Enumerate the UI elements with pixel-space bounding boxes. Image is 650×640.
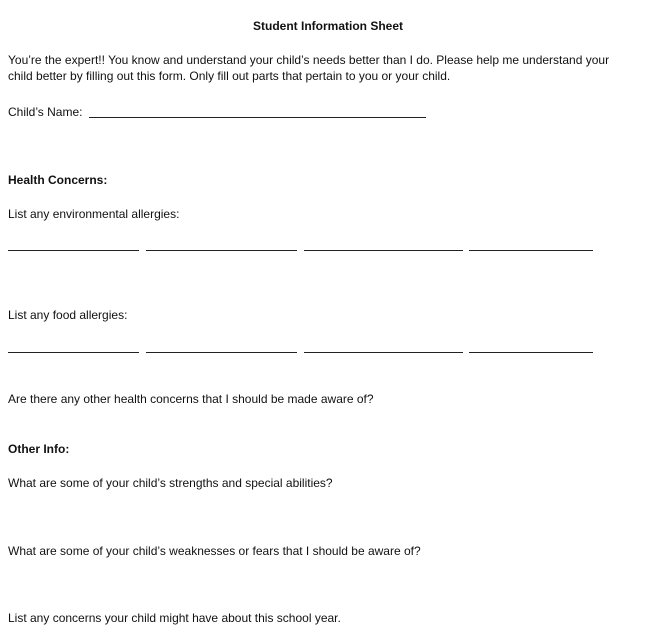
environmental-allergy-field-3[interactable]	[304, 250, 463, 251]
intro-line-1: You’re the expert!! You know and understand your child’s needs better than I do. Please help me understand your	[8, 53, 610, 67]
childs-name-label: Child’s Name:	[8, 105, 83, 119]
health-concerns-heading: Health Concerns:	[8, 173, 108, 187]
weaknesses-prompt: What are some of your child’s weaknesses or fears that I should be aware of?	[8, 544, 421, 558]
environmental-allergies-prompt: List any environmental allergies:	[8, 207, 180, 221]
strengths-prompt: What are some of your child’s strengths and special abilities?	[8, 476, 333, 490]
intro-line-2: child better by filling out this form. Only fill out parts that pertain to you or your child.	[8, 69, 451, 83]
school-year-concerns-prompt: List any concerns your child might have about this school year.	[8, 611, 341, 625]
other-health-concerns-prompt: Are there any other health concerns that I should be made aware of?	[8, 392, 374, 406]
food-allergy-field-4[interactable]	[469, 352, 593, 353]
other-info-heading: Other Info:	[8, 442, 70, 456]
food-allergy-field-2[interactable]	[146, 352, 297, 353]
environmental-allergy-field-4[interactable]	[469, 250, 593, 251]
document-title: Student Information Sheet	[253, 19, 403, 33]
environmental-allergy-field-2[interactable]	[146, 250, 297, 251]
intro-paragraph	[8, 52, 648, 84]
food-allergy-field-1[interactable]	[8, 352, 139, 353]
food-allergies-prompt: List any food allergies:	[8, 308, 128, 322]
environmental-allergy-field-1[interactable]	[8, 250, 139, 251]
food-allergy-field-3[interactable]	[304, 352, 463, 353]
childs-name-field[interactable]	[89, 117, 426, 118]
